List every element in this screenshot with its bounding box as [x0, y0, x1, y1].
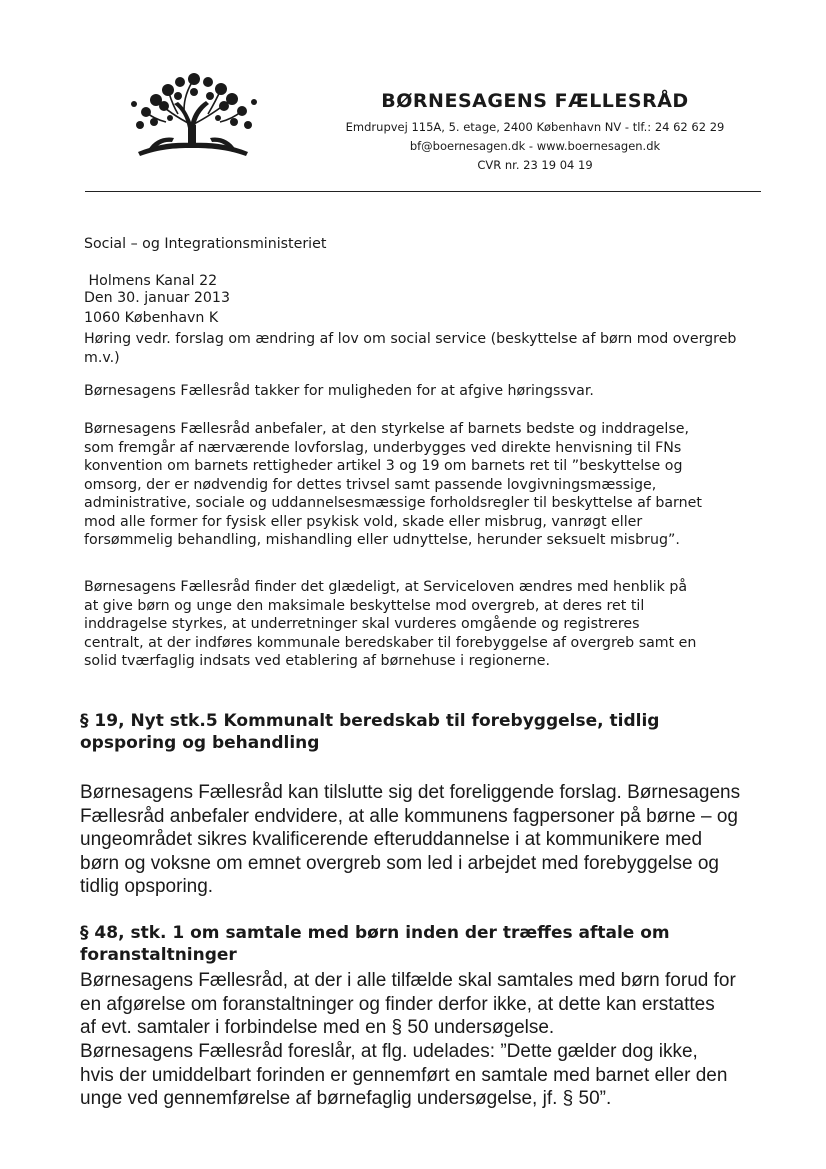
letter-subject: Høring vedr. forslag om ændring af lov om social service (beskyttelse af børn mod overgreb m.v.) [84, 331, 737, 366]
organization-cvr: CVR nr. 23 19 04 19 [477, 158, 593, 172]
section-body-48-first: Børnesagens Fællesråd, at der i alle tilfælde skal samtales med børn forud for en afgørelse om foranstaltninger og finder derfor ikke, at dette kan erstattes af evt. samtaler i forbindelse med en § 50 undersøgelse. [80, 970, 736, 1038]
organization-name: BØRNESAGENS FÆLLESRÅD [381, 90, 689, 112]
recipient-line: 1060 København K [84, 309, 219, 326]
tree-logo-icon [118, 70, 268, 162]
section-heading-48: § 48, stk. 1 om samtale med børn inden der træffes aftale om foranstaltninger [80, 923, 670, 965]
approval-paragraph: Børnesagens Fællesråd finder det glædeligt, at Serviceloven ændres med henblik på at give børn og unge den maksimale beskyttelse mod overgreb, at deres ret til inddragelse styrkes, at underretninger skal vurderes omgående og registreres centralt, at der indføres kommunale beredskaber til forebyggelse af overgreb samt en solid tværfaglig indsats ved etablering af børnehuse i regionerne. [84, 579, 697, 669]
letter-date: Den 30. januar 2013 [84, 290, 230, 306]
intro-paragraph: Børnesagens Fællesråd takker for muligheden for at afgive høringssvar. [84, 383, 594, 399]
organization-contact: bf@boernesagen.dk - www.boernesagen.dk [409, 139, 661, 153]
section-body-19: Børnesagens Fællesråd kan tilslutte sig det foreliggende forslag. Børnesagens Fællesråd anbefaler endvidere, at alle kommunens fagpersoner på børne – og ungeområdet sikres kvalificerende efteruddannelse i at kommunikere med børn og voksne om emnet overgreb som led i arbejdet med forebyggelse og tidlig opsporing. [80, 782, 741, 897]
section-body-48-second: Børnesagens Fællesråd foreslår, at flg. udelades: ”Dette gælder dog ikke, hvis der umiddelbart forinden er gennemført en samtale med barnet eller den unge ved gennemførelse af børnefaglig undersøgelse, jf. § 50”. [80, 1041, 728, 1109]
letterhead-divider [85, 191, 761, 192]
recommendation-paragraph: Børnesagens Fællesråd anbefaler, at den styrkelse af barnets bedste og inddragelse, som fremgår af nærværende lovforslag, underbygges ved direkte henvisning til FNs konvention om barnets rettigheder artikel 3 og 19 om barnets ret til ”beskyttelse og omsorg, der er nødvendig for dettes trivsel samt passende lovgivningsmæssige, administrative, sociale og uddannelsesmæssige forholdsregler til beskyttelse af barnet mod alle former for fysisk eller psykisk vold, skade eller misbrug, vanrøgt eller forsømmelig behandling, mishandling eller udnyttelse, herunder seksuelt misbrug”. [84, 421, 702, 548]
section-heading-19: § 19, Nyt stk.5 Kommunalt beredskab til forebyggelse, tidlig opsporing og behandling [80, 711, 660, 753]
recipient-address [84, 216, 326, 346]
recipient-line: Social – og Integrationsministeriet [84, 235, 327, 252]
organization-address: Emdrupvej 115A, 5. etage, 2400 København NV - tlf.: 24 62 62 29 [345, 120, 725, 134]
recipient-line: Holmens Kanal 22 [84, 272, 218, 289]
letterhead [300, 90, 770, 175]
